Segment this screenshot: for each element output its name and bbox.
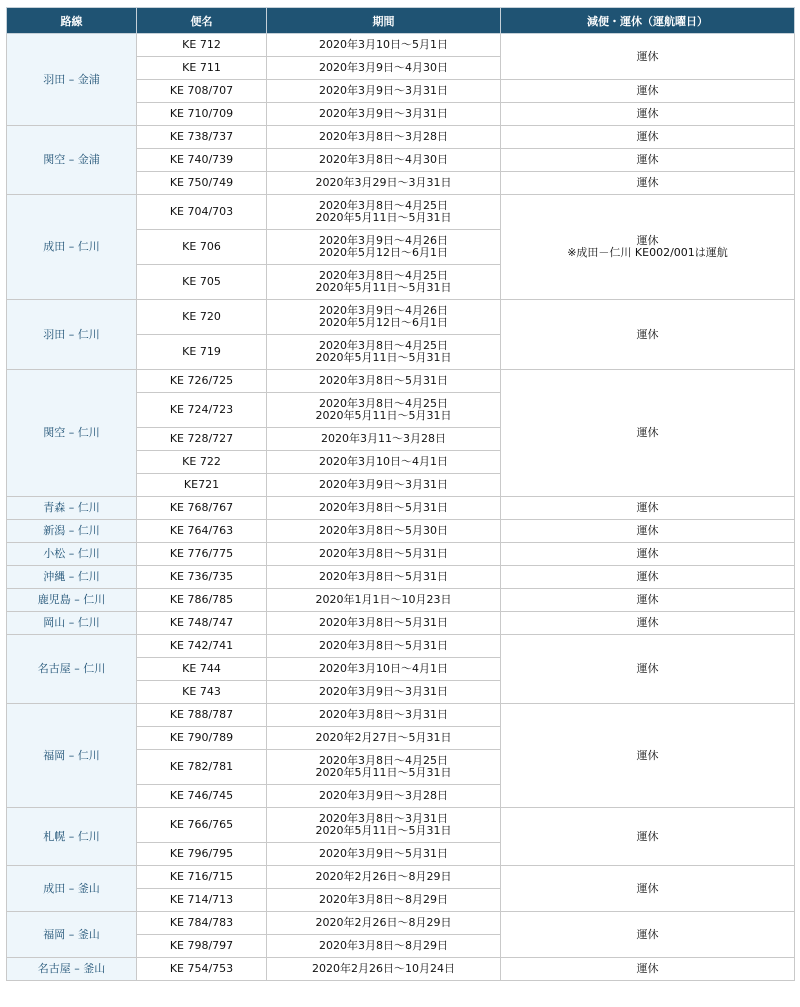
route-cell: 関空 – 仁川 [7,370,137,497]
period-line-1: 2020年1月1日～10月23日 [315,593,452,606]
period-cell [267,428,501,451]
status-cell [501,543,795,566]
flight-number-cell: KE 746/745 [137,785,267,808]
status-text: 運休 [636,49,659,63]
period-cell [267,230,501,265]
period-line-2: 2020年5月11日～5月31日 [315,351,452,364]
flight-number-cell: KE 754/753 [137,958,267,981]
period-cell [267,393,501,428]
status-text: 運休 [636,501,659,514]
flight-number-cell: KE 710/709 [137,103,267,126]
status-cell [501,195,795,300]
period-line-1: 2020年3月8日～5月31日 [319,570,448,583]
period-cell [267,635,501,658]
status-text: 運休 [636,593,659,606]
flight-number-cell: KE 719 [137,335,267,370]
table-row [7,34,795,57]
period-line-1: 2020年3月8日～5月31日 [319,616,448,629]
period-line-1: 2020年3月8日～3月28日 [319,130,448,143]
flight-number-cell: KE 776/775 [137,543,267,566]
period-cell [267,80,501,103]
period-line-1: 2020年2月26日～10月24日 [312,962,455,975]
period-cell [267,370,501,393]
period-cell [267,889,501,912]
table-body [7,34,795,981]
period-line-1: 2020年3月8日～5月31日 [319,374,448,387]
period-cell [267,681,501,704]
status-text: 運休 [636,547,659,560]
flight-number-cell: KE 736/735 [137,566,267,589]
table-row [7,195,795,230]
flight-number-cell: KE 716/715 [137,866,267,889]
period-line-2: 2020年5月11日～5月31日 [315,766,452,779]
status-text: 運休 [636,829,659,843]
period-line-1: 2020年2月26日～8月29日 [315,870,452,883]
route-cell: 青森 – 仁川 [7,497,137,520]
flight-number-cell: KE 722 [137,451,267,474]
period-cell [267,704,501,727]
flight-number-cell: KE 726/725 [137,370,267,393]
period-cell [267,808,501,843]
period-cell [267,103,501,126]
period-cell [267,866,501,889]
status-text: 運休 [636,84,659,97]
route-cell: 羽田 – 金浦 [7,34,137,126]
header-status: 減便・運休（運航曜日） [501,8,795,34]
status-cell [501,566,795,589]
period-line-1: 2020年3月9日～5月31日 [319,847,448,860]
route-cell: 沖縄 – 仁川 [7,566,137,589]
period-cell [267,750,501,785]
period-line-1: 2020年3月8日～4月25日 [319,754,448,767]
flight-number-cell: KE 705 [137,265,267,300]
schedule-container [6,7,795,981]
status-cell [501,808,795,866]
period-line-1: 2020年3月9日～4月26日 [319,304,448,317]
period-cell [267,912,501,935]
status-text: 運休 [636,234,659,247]
status-text: 運休 [636,662,659,675]
period-line-1: 2020年3月8日～4月25日 [319,397,448,410]
status-cell [501,635,795,704]
table-row [7,808,795,843]
status-cell [501,612,795,635]
period-cell [267,543,501,566]
period-cell [267,195,501,230]
period-line-1: 2020年3月9日～3月31日 [319,107,448,120]
flight-number-cell: KE 768/767 [137,497,267,520]
period-line-2: 2020年5月11日～5月31日 [315,409,452,422]
flight-number-cell: KE 790/789 [137,727,267,750]
header-route: 路線 [7,8,137,34]
route-cell: 鹿児島 – 仁川 [7,589,137,612]
status-cell [501,497,795,520]
period-cell [267,451,501,474]
period-line-2: 2020年5月11日～5月31日 [315,281,452,294]
period-line-2: 2020年5月11日～5月31日 [315,211,452,224]
route-cell: 福岡 – 釜山 [7,912,137,958]
route-cell: 成田 – 釜山 [7,866,137,912]
status-text: 運休 [636,130,659,143]
table-row [7,589,795,612]
status-cell [501,172,795,195]
period-cell [267,785,501,808]
status-text: 運休 [636,962,659,975]
table-row [7,497,795,520]
status-cell [501,103,795,126]
period-line-1: 2020年3月10日～5月1日 [319,38,448,51]
table-row [7,912,795,935]
status-text: 運休 [636,881,659,895]
header-flight: 便名 [137,8,267,34]
period-line-1: 2020年3月9日～4月26日 [319,234,448,247]
period-line-1: 2020年3月8日～8月29日 [319,893,448,906]
status-text: 運休 [636,426,659,439]
flight-number-cell: KE 782/781 [137,750,267,785]
period-line-1: 2020年3月8日～4月25日 [319,199,448,212]
route-cell: 福岡 – 仁川 [7,704,137,808]
table-row [7,635,795,658]
period-line-2: 2020年5月12日～6月1日 [319,246,448,259]
status-cell [501,300,795,370]
flight-number-cell: KE 740/739 [137,149,267,172]
period-line-1: 2020年3月9日～3月31日 [319,685,448,698]
status-text: 運休 [636,107,659,120]
flight-number-cell: KE 724/723 [137,393,267,428]
period-cell [267,958,501,981]
flight-number-cell: KE721 [137,474,267,497]
flight-number-cell: KE 766/765 [137,808,267,843]
period-line-1: 2020年2月26日～8月29日 [315,916,452,929]
period-cell [267,57,501,80]
flight-number-cell: KE 711 [137,57,267,80]
period-cell [267,474,501,497]
status-cell [501,589,795,612]
period-cell [267,126,501,149]
table-row [7,704,795,727]
period-cell [267,34,501,57]
status-cell [501,149,795,172]
period-line-1: 2020年3月10日～4月1日 [319,662,448,675]
period-line-1: 2020年3月9日～4月30日 [319,61,448,74]
flight-number-cell: KE 743 [137,681,267,704]
period-line-1: 2020年3月9日～3月28日 [319,789,448,802]
route-cell: 羽田 – 仁川 [7,300,137,370]
status-text: 運休 [636,748,659,762]
period-cell [267,335,501,370]
table-row [7,543,795,566]
period-line-1: 2020年3月8日～8月29日 [319,939,448,952]
period-line-1: 2020年3月8日～4月25日 [319,269,448,282]
period-cell [267,566,501,589]
period-cell [267,300,501,335]
period-line-1: 2020年3月8日～5月30日 [319,524,448,537]
status-text: 運休 [636,153,659,166]
status-text: 運休 [636,327,659,341]
table-row [7,566,795,589]
period-cell [267,172,501,195]
status-text: 運休 [636,616,659,629]
route-cell: 新潟 – 仁川 [7,520,137,543]
status-text: 運休 [636,927,659,941]
route-cell: 岡山 – 仁川 [7,612,137,635]
period-cell [267,612,501,635]
table-row [7,370,795,393]
table-row [7,126,795,149]
route-cell: 小松 – 仁川 [7,543,137,566]
table-row [7,866,795,889]
table-header-row [7,8,795,34]
flight-number-cell: KE 786/785 [137,589,267,612]
period-line-1: 2020年3月29日～3月31日 [315,176,452,189]
status-cell [501,370,795,497]
status-cell [501,520,795,543]
route-cell: 成田 – 仁川 [7,195,137,300]
period-line-1: 2020年3月9日～3月31日 [319,84,448,97]
flight-number-cell: KE 744 [137,658,267,681]
period-cell [267,497,501,520]
period-cell [267,935,501,958]
period-cell [267,658,501,681]
flight-number-cell: KE 748/747 [137,612,267,635]
flight-number-cell: KE 706 [137,230,267,265]
flight-number-cell: KE 738/737 [137,126,267,149]
route-cell: 関空 – 金浦 [7,126,137,195]
flight-number-cell: KE 708/707 [137,80,267,103]
period-line-1: 2020年3月8日～3月31日 [319,708,448,721]
period-line-1: 2020年3月8日～5月31日 [319,547,448,560]
status-text: 運休 [636,176,659,189]
period-cell [267,265,501,300]
period-line-1: 2020年3月8日～3月31日 [319,812,448,825]
period-line-2: 2020年5月12日～6月1日 [319,316,448,329]
period-cell [267,727,501,750]
table-row [7,612,795,635]
period-cell [267,520,501,543]
period-line-1: 2020年3月8日～4月25日 [319,339,448,352]
flight-number-cell: KE 788/787 [137,704,267,727]
period-line-1: 2020年3月10日～4月1日 [319,455,448,468]
table-row [7,520,795,543]
period-line-1: 2020年3月9日～3月31日 [319,478,448,491]
route-cell: 名古屋 – 仁川 [7,635,137,704]
period-cell [267,589,501,612]
period-line-1: 2020年3月8日～5月31日 [319,639,448,652]
status-cell [501,866,795,912]
flight-number-cell: KE 742/741 [137,635,267,658]
period-cell [267,149,501,172]
flight-number-cell: KE 784/783 [137,912,267,935]
flight-number-cell: KE 750/749 [137,172,267,195]
flight-number-cell: KE 728/727 [137,428,267,451]
table-row [7,300,795,335]
flight-number-cell: KE 764/763 [137,520,267,543]
flight-number-cell: KE 720 [137,300,267,335]
status-text: 運休 [636,524,659,537]
period-line-1: 2020年3月11～3月28日 [321,432,446,445]
status-text: 運休 [636,570,659,583]
period-cell [267,843,501,866]
header-period: 期間 [267,8,501,34]
route-cell: 名古屋 – 釜山 [7,958,137,981]
status-cell [501,958,795,981]
flight-number-cell: KE 798/797 [137,935,267,958]
status-cell [501,34,795,80]
period-line-1: 2020年3月8日～4月30日 [319,153,448,166]
status-note: ※成田－仁川 KE002/001は運航 [567,246,728,259]
period-line-2: 2020年5月11日～5月31日 [315,824,452,837]
table-row [7,958,795,981]
period-line-1: 2020年2月27日～5月31日 [315,731,452,744]
status-cell [501,126,795,149]
flight-number-cell: KE 712 [137,34,267,57]
flight-number-cell: KE 714/713 [137,889,267,912]
period-line-1: 2020年3月8日～5月31日 [319,501,448,514]
status-cell [501,704,795,808]
flight-number-cell: KE 796/795 [137,843,267,866]
status-cell [501,80,795,103]
flight-suspension-table [6,7,795,981]
status-cell [501,912,795,958]
route-cell: 札幌 – 仁川 [7,808,137,866]
flight-number-cell: KE 704/703 [137,195,267,230]
